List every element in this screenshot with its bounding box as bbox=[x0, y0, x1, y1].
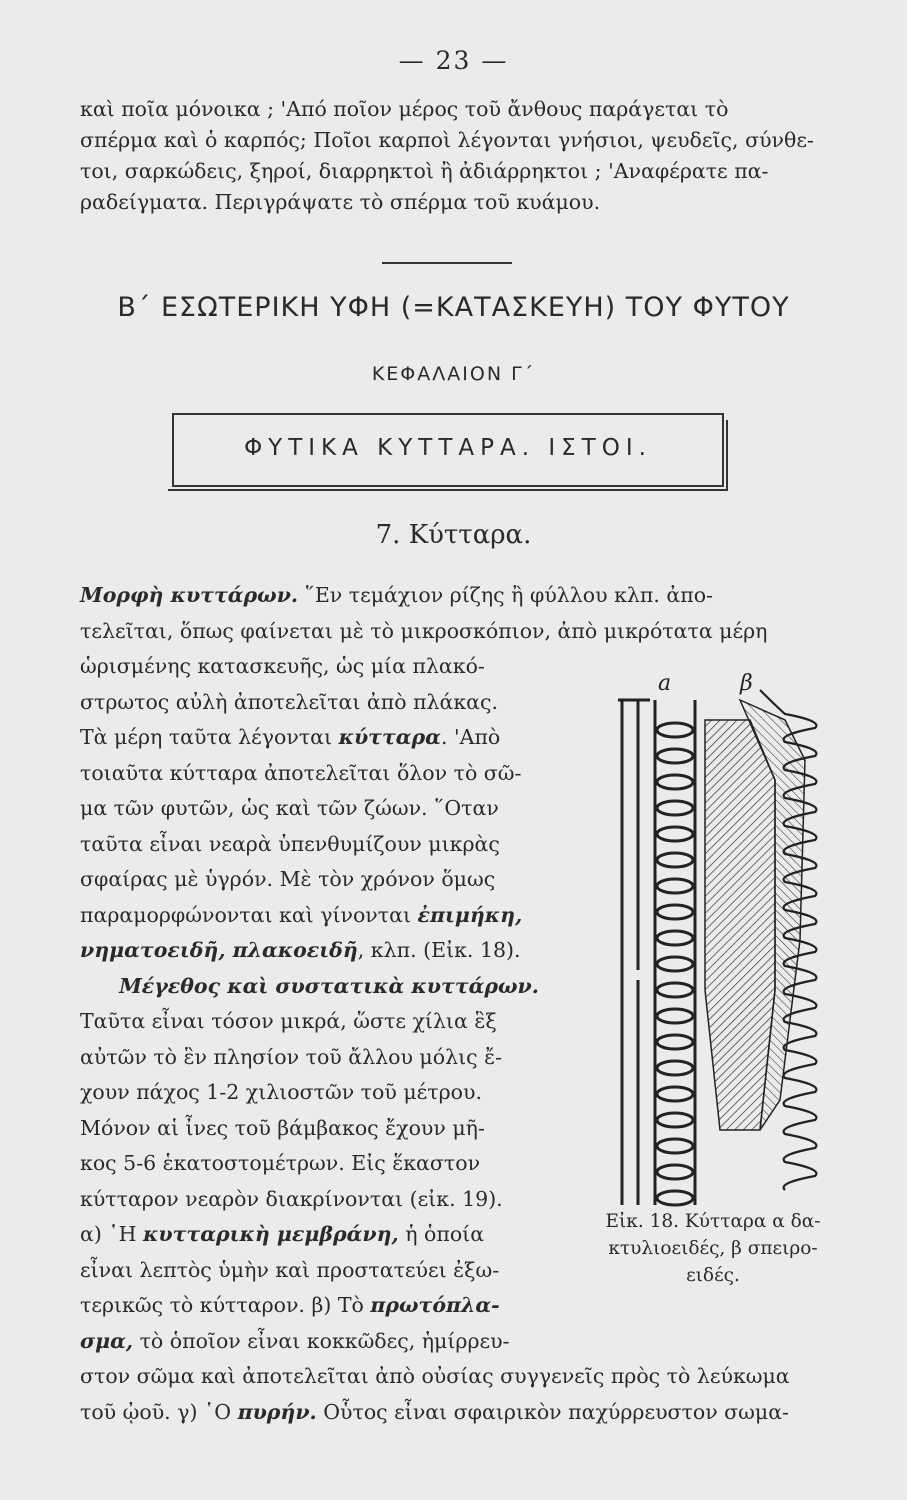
text-line: ραδείγματα. Περιγράψατε τὸ σπέρμα τοῦ κυάμου. bbox=[80, 190, 601, 214]
text-run: τοιαῦτα κύτταρα ἀποτελεῖται ὅλον τὸ σῶ- bbox=[80, 760, 522, 785]
ring-thickening bbox=[657, 775, 693, 789]
text-run: εἶναι λεπτὸς ὑμὴν καὶ προστατεύει ἐξω- bbox=[80, 1257, 500, 1282]
text-run: Οὗτος εἶναι σφαιρικὸν παχύρρευστον σωμα- bbox=[316, 1399, 789, 1424]
text-run: Τὰ μέρη ταῦτα λέγονται bbox=[80, 725, 339, 749]
divider bbox=[382, 262, 512, 264]
text-line bbox=[80, 1359, 860, 1395]
part-title: Β΄ ΕΣΩΤΕΡΙΚΗ ΥΦΗ (=ΚΑΤΑΣΚΕΥΗ) ΤΟΥ ΦΥΤΟΥ bbox=[117, 292, 790, 323]
text-run: χουν πάχος 1-2 χιλιοστῶν τοῦ μέτρου. bbox=[80, 1080, 482, 1104]
figure-caption bbox=[578, 1208, 848, 1289]
spiral-cell-band bbox=[705, 720, 775, 1130]
ring-thickening bbox=[657, 801, 693, 815]
text-run: ταῦτα εἶναι νεαρὰ ὑπενθυμίζουν μικρὰς bbox=[80, 831, 500, 856]
text-run: α) ῾Η bbox=[80, 1222, 144, 1246]
text-run: τοῦ ᾠοῦ. γ) ῾Ο bbox=[80, 1399, 238, 1424]
ring-thickening bbox=[657, 905, 693, 919]
text-line bbox=[80, 1324, 860, 1360]
text-line bbox=[80, 614, 860, 650]
ring-thickening bbox=[657, 1139, 693, 1153]
emphasized-term: πυρήν. bbox=[237, 1399, 317, 1424]
text-run: Μόνον αἱ ἶνες τοῦ βάμβακος ἔχουν μῆ- bbox=[80, 1115, 485, 1140]
ring-thickening bbox=[657, 1191, 693, 1205]
section-heading: 7. Κύτταρα. bbox=[375, 520, 532, 550]
emphasized-term: ἐπιμήκη, bbox=[417, 902, 523, 927]
emphasized-term: Μορφὴ κυττάρων. bbox=[80, 583, 299, 607]
text-run: τελεῖται, ὅπως φαίνεται μὲ τὸ μικροσκόπιον, ἀπὸ μικρότατα μέρη bbox=[80, 618, 768, 643]
text-run: κος 5-6 ἑκατοστομέτρων. Εἰς ἕκαστον bbox=[80, 1151, 481, 1175]
figure-label-a: a bbox=[658, 671, 672, 696]
text-run: . 'Απὸ bbox=[440, 725, 501, 749]
ring-thickening bbox=[657, 1087, 693, 1101]
ring-thickening bbox=[657, 827, 693, 841]
text-line bbox=[80, 578, 860, 614]
text-run: ὡρισμένης κατασκευῆς, ὡς μία πλακό- bbox=[80, 654, 485, 678]
ring-thickening bbox=[657, 957, 693, 971]
page-number: — 23 — bbox=[398, 46, 509, 75]
text-run: αὐτῶν τὸ ἓν πλησίον τοῦ ἄλλου μόλις ἔ- bbox=[80, 1044, 503, 1069]
text-run: τὸ ὁποῖον εἶναι κοκκῶδες, ἡμίρρευ- bbox=[133, 1328, 510, 1353]
text-line: σπέρμα καὶ ὁ καρπός; Ποῖοι καρποὶ λέγονται γνήσιοι, ψευδεῖς, σύνθε- bbox=[80, 128, 814, 152]
ring-thickening bbox=[657, 1035, 693, 1049]
text-run: στον σῶμα καὶ ἀποτελεῖται ἀπὸ οὐσίας συγγενεῖς πρὸς τὸ λεύκωμα bbox=[80, 1364, 790, 1388]
text-run: μα τῶν φυτῶν, ὡς καὶ τῶν ζώων. ῞Οταν bbox=[80, 796, 499, 820]
ring-thickening bbox=[657, 1113, 693, 1127]
text-run: , κλπ. (Εἰκ. 18). bbox=[357, 938, 521, 962]
emphasized-term: νηματοειδῆ, πλακοειδῆ bbox=[80, 938, 358, 962]
emphasized-term: κυτταρικὴ μεμβράνη, bbox=[143, 1222, 399, 1246]
emphasized-term: πρωτόπλα- bbox=[370, 1293, 500, 1317]
text-run: ῞Εν τεμάχιον ρίζης ἢ φύλλου κλπ. ἀπο- bbox=[298, 583, 713, 607]
text-line bbox=[80, 1395, 860, 1431]
text-line: καὶ ποῖα μόνοικα ; 'Από ποῖον μέρος τοῦ ἄνθους παράγεται τὸ bbox=[80, 97, 729, 121]
text-run: στρωτος αὐλὴ ἀποτελεῖται ἀπὸ πλάκας. bbox=[80, 689, 499, 714]
caption-line: Εἰκ. 18. Κύτταρα α δα- bbox=[605, 1211, 821, 1232]
ring-thickening bbox=[657, 1165, 693, 1179]
top-paragraph bbox=[80, 94, 840, 218]
text-run: σφαίρας μὲ ὑγρόν. Μὲ τὸν χρόνον ὅμως bbox=[80, 867, 496, 891]
text-line: τοι, σαρκώδεις, ξηροί, διαρρηκτοὶ ἢ ἀδιάρρηκτοι ; 'Αναφέρατε πα- bbox=[80, 159, 769, 183]
ring-thickening bbox=[657, 723, 693, 737]
chapter-title-box bbox=[172, 413, 724, 487]
emphasized-term: κύτταρα bbox=[338, 725, 441, 749]
chapter-label: ΚΕΦΑΛΑΙΟΝ Γ΄ bbox=[371, 363, 536, 385]
text-run: τερικῶς τὸ κύτταρον. β) Τὸ bbox=[80, 1293, 371, 1317]
ring-thickening bbox=[657, 983, 693, 997]
emphasized-term: σμα, bbox=[80, 1328, 134, 1353]
text-run: κύτταρον νεαρὸν διακρίνονται (εἰκ. 19). bbox=[80, 1186, 503, 1211]
ring-thickening bbox=[657, 749, 693, 763]
ring-thickening bbox=[657, 879, 693, 893]
text-line bbox=[80, 1288, 860, 1324]
text-run: ἡ ὁποία bbox=[398, 1222, 485, 1246]
cell-figure bbox=[610, 660, 860, 1210]
ring-thickening bbox=[657, 931, 693, 945]
text-run bbox=[80, 974, 119, 998]
figure-label-b: β bbox=[740, 671, 753, 696]
chapter-title: ΦΥΤΙΚΑ ΚΥΤΤΑΡΑ. ΙΣΤΟΙ. bbox=[244, 435, 652, 461]
caption-line: ειδές. bbox=[686, 1265, 740, 1286]
ring-thickening bbox=[657, 1061, 693, 1075]
ring-thickening bbox=[657, 1009, 693, 1023]
text-run: Ταῦτα εἶναι τόσον μικρά, ὥστε χίλια ἓξ bbox=[80, 1009, 497, 1033]
emphasized-term: Μέγεθος καὶ συστατικὰ κυττάρων. bbox=[119, 973, 539, 998]
ring-thickenings bbox=[657, 723, 693, 1205]
caption-line: κτυλιοειδές, β σπειρο- bbox=[608, 1238, 818, 1259]
ring-thickening bbox=[657, 853, 693, 867]
outer-cell-wall bbox=[622, 700, 638, 1205]
text-run: παραμορφώνονται καὶ γίνονται bbox=[80, 902, 418, 927]
